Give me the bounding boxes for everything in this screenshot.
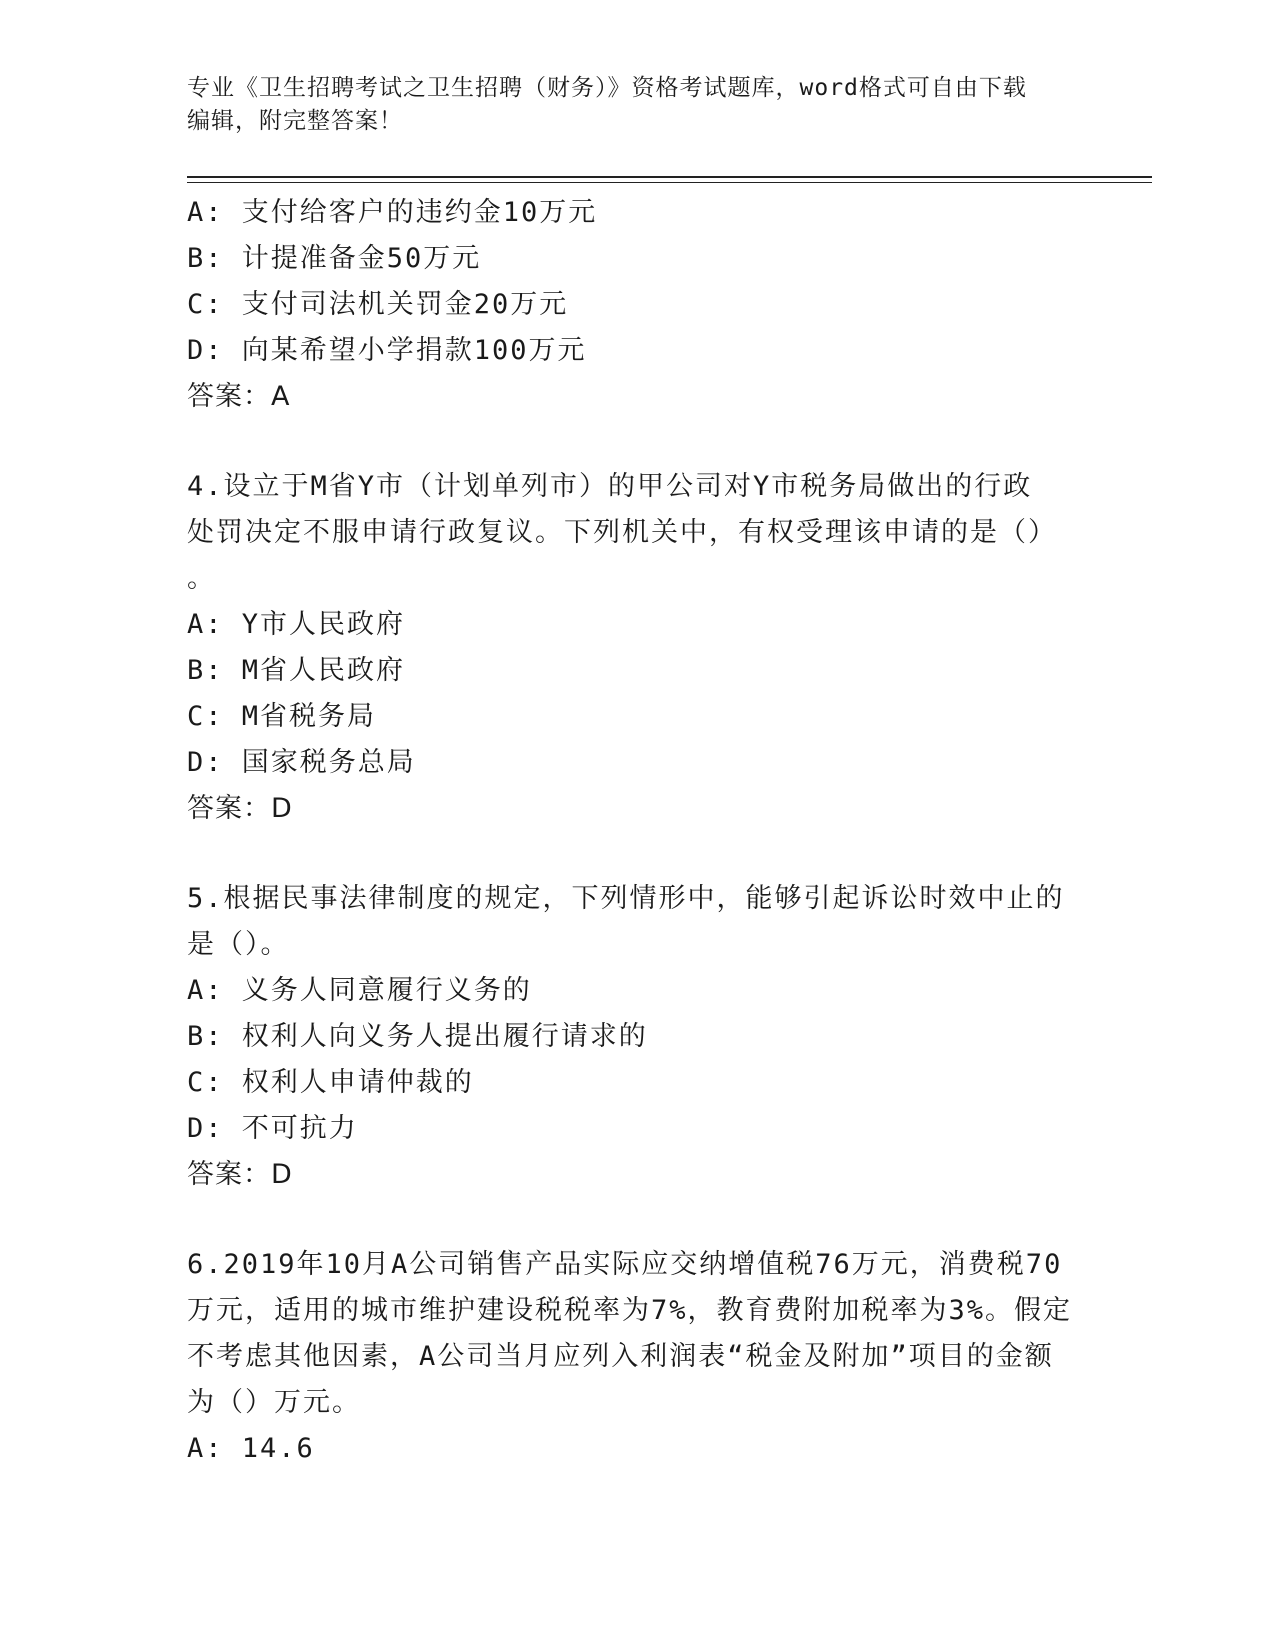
question-3 [187, 190, 1147, 420]
option-a: A: 义务人同意履行义务的 [187, 975, 532, 1006]
question-stem-line: 为（）万元。 [187, 1387, 361, 1418]
question-5 [187, 876, 1147, 1198]
option-c: C: 支付司法机关罚金20万元 [187, 289, 569, 320]
question-6 [187, 1242, 1147, 1472]
option-a: A: Y市人民政府 [187, 609, 406, 640]
header-line-2: 编辑，附完整答案！ [187, 108, 403, 134]
option-b: B: M省人民政府 [187, 655, 406, 686]
header-rule-thick [187, 176, 1152, 178]
answer: 答案：A [187, 381, 291, 412]
question-stem-line: 4.设立于M省Y市（计划单列市）的甲公司对Y市税务局做出的行政 [187, 471, 1033, 502]
question-stem-line: 处罚决定不服申请行政复议。下列机关中，有权受理该申请的是（） [187, 517, 1057, 548]
question-4 [187, 464, 1147, 832]
header-rule-thin [187, 182, 1152, 183]
question-stem-line: 不考虑其他因素，A公司当月应列入利润表“税金及附加”项目的金额 [187, 1341, 1054, 1372]
option-a: A: 支付给客户的违约金10万元 [187, 197, 598, 228]
document-header [187, 72, 1087, 138]
option-d: D: 国家税务总局 [187, 747, 416, 778]
answer: 答案：D [187, 1159, 293, 1190]
option-d: D: 向某希望小学捐款100万元 [187, 335, 587, 366]
option-b: B: 权利人向义务人提出履行请求的 [187, 1021, 648, 1052]
header-line-1: 专业《卫生招聘考试之卫生招聘（财务）》资格考试题库，word格式可自由下载 [187, 75, 1027, 101]
option-c: C: 权利人申请仲裁的 [187, 1067, 474, 1098]
answer: 答案：D [187, 793, 293, 824]
question-list [187, 190, 1147, 1472]
option-c: C: M省税务局 [187, 701, 377, 732]
option-a: A: 14.6 [187, 1433, 315, 1464]
question-stem-line: 是（）。 [187, 929, 290, 960]
question-stem-line: 万元，适用的城市维护建设税税率为7%，教育费附加税率为3%。假定 [187, 1295, 1073, 1326]
question-stem-line: 。 [187, 563, 216, 594]
question-stem-line: 5.根据民事法律制度的规定，下列情形中，能够引起诉讼时效中止的 [187, 883, 1065, 914]
option-b: B: 计提准备金50万元 [187, 243, 482, 274]
option-d: D: 不可抗力 [187, 1113, 358, 1144]
question-stem-line: 6.2019年10月A公司销售产品实际应交纳增值税76万元，消费税70 [187, 1249, 1063, 1280]
